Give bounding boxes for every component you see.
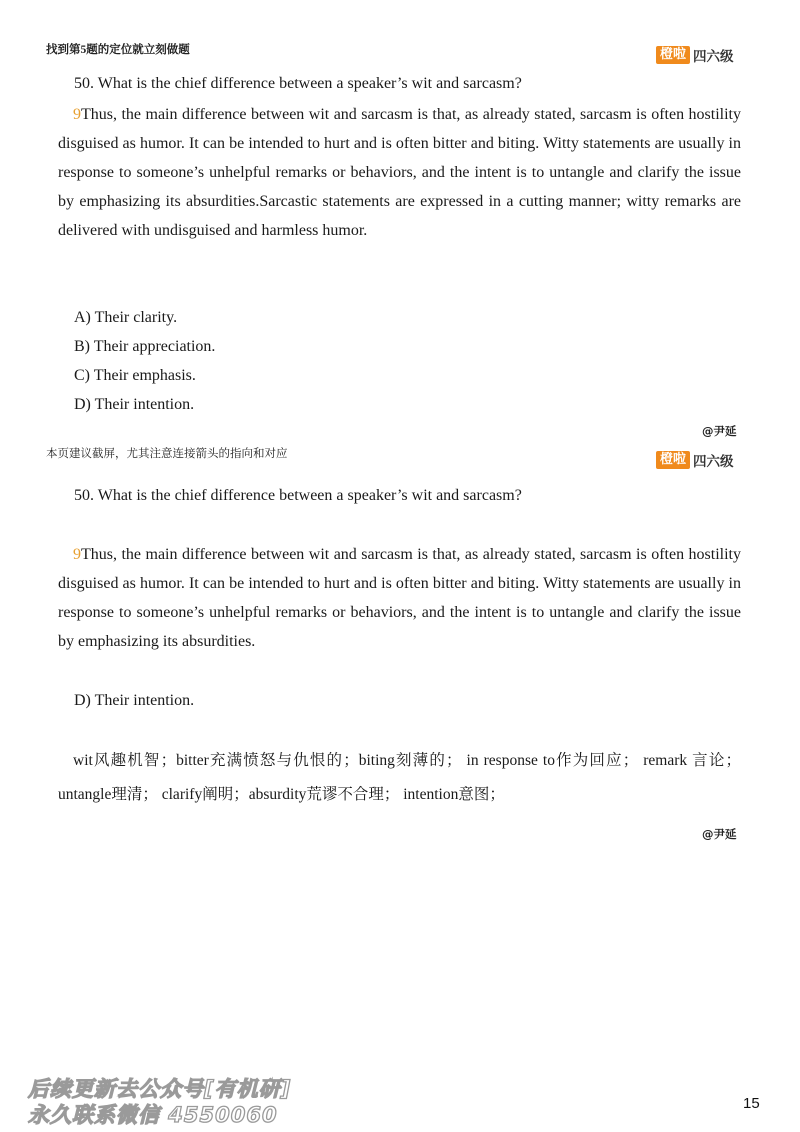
brand-badge: 橙啦	[656, 46, 690, 64]
option-b: B) Their appreciation.	[74, 338, 216, 355]
section2-signature: @尹延	[702, 827, 737, 841]
brand-badge: 橙啦	[656, 451, 690, 469]
section1-signature: @尹延	[702, 424, 737, 438]
vocabulary-text: wit风趣机智；bitter充满愤怒与仇恨的；biting刻薄的； in response to作为回应； remark 言论； untangle理清； clarify阐明；absurdity荒谬不合理； intention意图；	[58, 752, 741, 803]
section2-answer: D) Their intention.	[74, 692, 195, 709]
watermark-line-1: 后续更新去公众号[有机研]	[28, 1077, 292, 1101]
passage-text: Thus, the main difference between wit and sarcasm is that, as already stated, sarcasm is often hostility disguised as humor. It can be intended to hurt and is often bitter and biting. Witty statements are usually in response to someone’s unhelpful remarks or behaviors, and the intent is to untangle and clarify the issue by emphasizing its absurdities.Sarcastic statements are expressed in a cutting manner; witty remarks are delivered with undisguised and harmless humor.	[58, 106, 741, 239]
section2-question: 50. What is the chief difference between a speaker’s wit and sarcasm?	[74, 487, 522, 504]
page-number: 15	[743, 1095, 760, 1112]
section1-question: 50. What is the chief difference between a speaker’s wit and sarcasm?	[74, 75, 522, 92]
section2-brand-logo	[656, 450, 734, 470]
option-c: C) Their emphasis.	[74, 367, 196, 384]
section1-options	[74, 303, 215, 419]
watermark	[28, 1076, 291, 1128]
watermark-line-2: 永久联系微信 4550060	[28, 1103, 278, 1127]
option-a: A) Their clarity.	[74, 309, 178, 326]
paragraph-number: 9	[73, 106, 81, 123]
brand-text: 四六级	[693, 49, 734, 65]
section1-passage	[58, 100, 741, 245]
section1-hint: 找到第5题的定位就立刻做题	[46, 44, 190, 56]
paragraph-number: 9	[73, 546, 81, 563]
section2-hint: 本页建议截屏，尤其注意连接箭头的指向和对应	[46, 448, 288, 460]
section2-passage	[58, 540, 741, 656]
vocabulary-notes	[58, 744, 741, 812]
section1-brand-logo	[656, 45, 734, 65]
brand-text: 四六级	[693, 454, 734, 470]
passage-text: Thus, the main difference between wit and sarcasm is that, as already stated, sarcasm is often hostility disguised as humor. It can be intended to hurt and is often bitter and biting. Witty statements are usually in response to someone’s unhelpful remarks or behaviors, and the intent is to untangle and clarify the issue by emphasizing its absurdities.	[58, 546, 741, 650]
option-d: D) Their intention.	[74, 396, 195, 413]
